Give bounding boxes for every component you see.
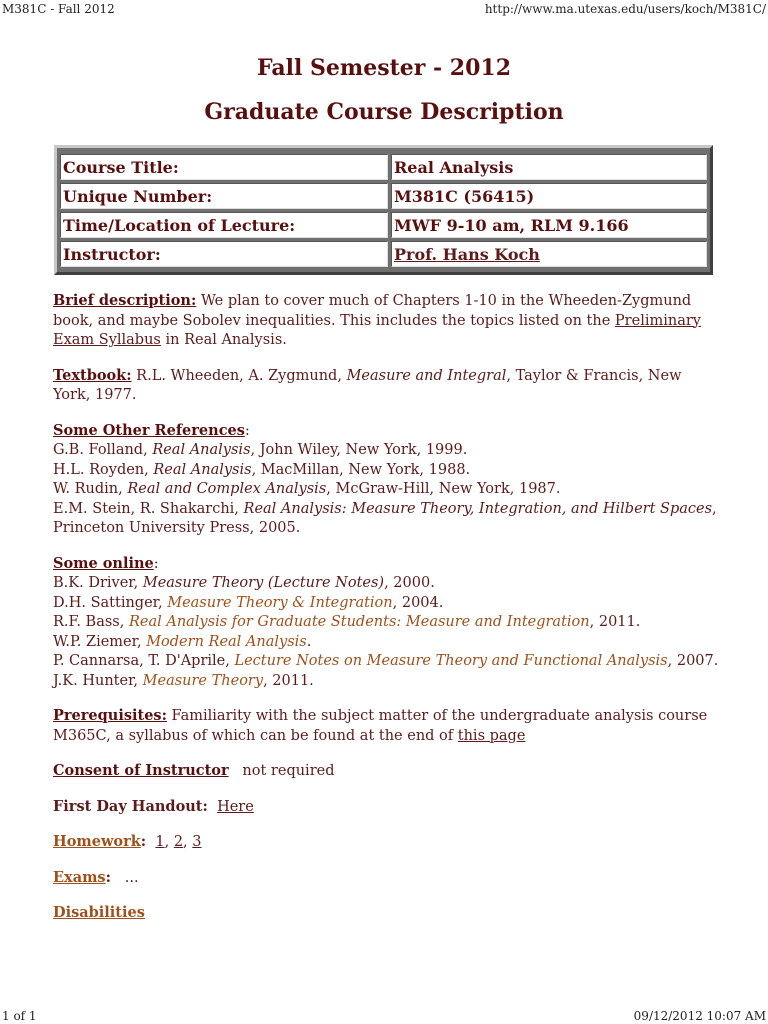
homework-section: Homework: 1, 2, 3	[53, 833, 202, 850]
consent-label: Consent of Instructor	[53, 762, 229, 779]
online-item: R.F. Bass, Real Analysis for Graduate Students: Measure and Integration, 2011.	[53, 614, 641, 630]
disabilities-section	[53, 903, 721, 924]
lecture-time-row	[60, 212, 707, 238]
course-description-heading: Graduate Course Description	[204, 99, 564, 125]
handout-label: First Day Handout:	[53, 797, 208, 815]
online-item: J.K. Hunter, Measure Theory, 2011.	[53, 672, 314, 689]
instructor-label: Instructor:	[60, 241, 388, 267]
lecture-time-label: Time/Location of Lecture:	[60, 212, 388, 238]
prerequisites-section	[53, 706, 721, 746]
homework-link-2[interactable]: 2	[173, 834, 184, 850]
course-title-label: Course Title:	[60, 154, 388, 180]
print-header-title: M381C - Fall 2012	[2, 2, 115, 16]
consent-value: not required	[228, 763, 335, 779]
main-content	[53, 291, 721, 939]
homework-label[interactable]: Homework	[53, 833, 141, 850]
online-item: B.K. Driver, Measure Theory (Lecture Notes), 2000.	[53, 575, 435, 591]
online-link[interactable]: Real Analysis for Graduate Students: Measure and Integration	[128, 614, 590, 630]
brief-text-1: We plan to cover much of Chapters 1-10 in the Wheeden-Zygmund book, and maybe Sobolev inequalities. This includes the topics listed on the	[53, 293, 692, 329]
exams-label[interactable]: Exams	[53, 868, 106, 886]
prelim-syllabus-link[interactable]: Preliminary Exam Syllabus	[53, 312, 701, 348]
course-title-row	[60, 154, 707, 180]
print-footer-date: 09/12/2012 10:07 AM	[633, 1009, 766, 1023]
consent-section	[53, 761, 721, 782]
reference-item: G.B. Folland, Real Analysis, John Wiley, New York, 1999.	[53, 442, 468, 458]
print-header-url: http://www.ma.utexas.edu/users/koch/M381C/	[484, 2, 766, 16]
course-title-value: Real Analysis	[391, 154, 707, 180]
exams-section: Exams: ...	[53, 868, 139, 886]
unique-number-row	[60, 183, 707, 209]
brief-description	[53, 291, 721, 351]
reference-item: E.M. Stein, R. Shakarchi, Real Analysis: Measure Theory, Integration, and Hilbert Spaces, Princeton University Press, 2005.	[53, 500, 717, 536]
textbook-section	[53, 366, 721, 406]
handout-section	[53, 797, 721, 818]
prerequisites-text: Familiarity with the subject matter of the undergraduate analysis course M365C, a syllabus of which can be found at the end of	[53, 708, 708, 744]
instructor-cell	[391, 241, 707, 267]
textbook-publisher: , Taylor & Francis, New York, 1977.	[53, 367, 682, 403]
online-title: Measure Theory (Lecture Notes)	[142, 575, 385, 591]
unique-number-label: Unique Number:	[60, 183, 388, 209]
brief-description-label: Brief description:	[53, 292, 197, 309]
disabilities-link[interactable]: Disabilities	[53, 904, 145, 921]
online-label: Some online	[53, 554, 154, 572]
prerequisites-label: Prerequisites:	[53, 707, 167, 724]
online-item: P. Cannarsa, T. D'Aprile, Lecture Notes on Measure Theory and Functional Analysis, 2007.	[53, 653, 719, 669]
textbook-authors: R.L. Wheeden, A. Zygmund,	[131, 367, 347, 384]
online-link[interactable]: Modern Real Analysis	[146, 633, 307, 650]
homework-link-1[interactable]: 1	[155, 834, 165, 850]
online-link[interactable]: Measure Theory	[142, 672, 264, 689]
handout-link[interactable]: Here	[217, 798, 254, 815]
online-item: D.H. Sattinger, Measure Theory & Integration, 2004.	[53, 594, 444, 611]
online-item: W.P. Ziemer, Modern Real Analysis.	[53, 633, 312, 650]
instructor-link[interactable]: Prof. Hans Koch	[394, 244, 540, 264]
semester-heading: Fall Semester - 2012	[256, 55, 512, 81]
print-footer-page: 1 of 1	[2, 1009, 37, 1023]
this-page-link[interactable]: this page	[457, 727, 526, 744]
online-section: Some online: B.K. Driver, Measure Theory (Lecture Notes), 2000. D.H. Sattinger, Measure Theory & Integration, 2004. R.F. Bass, Real Analysis for Graduate Students: Measure and Integration, 2011. W.P. Ziemer, Modern Real Analysis. P. Cannarsa, T. D'Aprile, Lecture Notes on Measure Theory and Functional Analysis, 2007. J.K. Hunter, Measure Theory, 2011.	[53, 554, 719, 689]
textbook-title: Measure and Integral	[346, 367, 507, 384]
unique-number-value: M381C (56415)	[391, 183, 707, 209]
brief-text-2: in Real Analysis.	[160, 332, 287, 348]
textbook-label: Textbook:	[53, 366, 132, 384]
exams-value: ...	[110, 869, 139, 886]
homework-link-3[interactable]: 3	[192, 834, 202, 850]
course-info-table	[54, 145, 713, 275]
online-link[interactable]: Lecture Notes on Measure Theory and Functional Analysis	[234, 653, 668, 669]
online-link[interactable]: Measure Theory & Integration	[167, 594, 393, 611]
references-label: Some Other References	[53, 421, 245, 439]
instructor-row	[60, 241, 707, 267]
reference-item: H.L. Royden, Real Analysis, MacMillan, New York, 1988.	[53, 461, 471, 478]
reference-item: W. Rudin, Real and Complex Analysis, McGraw-Hill, New York, 1987.	[53, 481, 561, 497]
references-section: Some Other References: G.B. Folland, Real Analysis, John Wiley, New York, 1999. H.L. Royden, Real Analysis, MacMillan, New York, 1988. W. Rudin, Real and Complex Analysis, McGraw-Hill, New York, 1987. E.M. Stein, R. Shakarchi, Real Analysis: Measure Theory, Integration, and Hilbert Spaces, Princeton University Press, 2005.	[53, 421, 717, 536]
lecture-time-value: MWF 9-10 am, RLM 9.166	[391, 212, 707, 238]
